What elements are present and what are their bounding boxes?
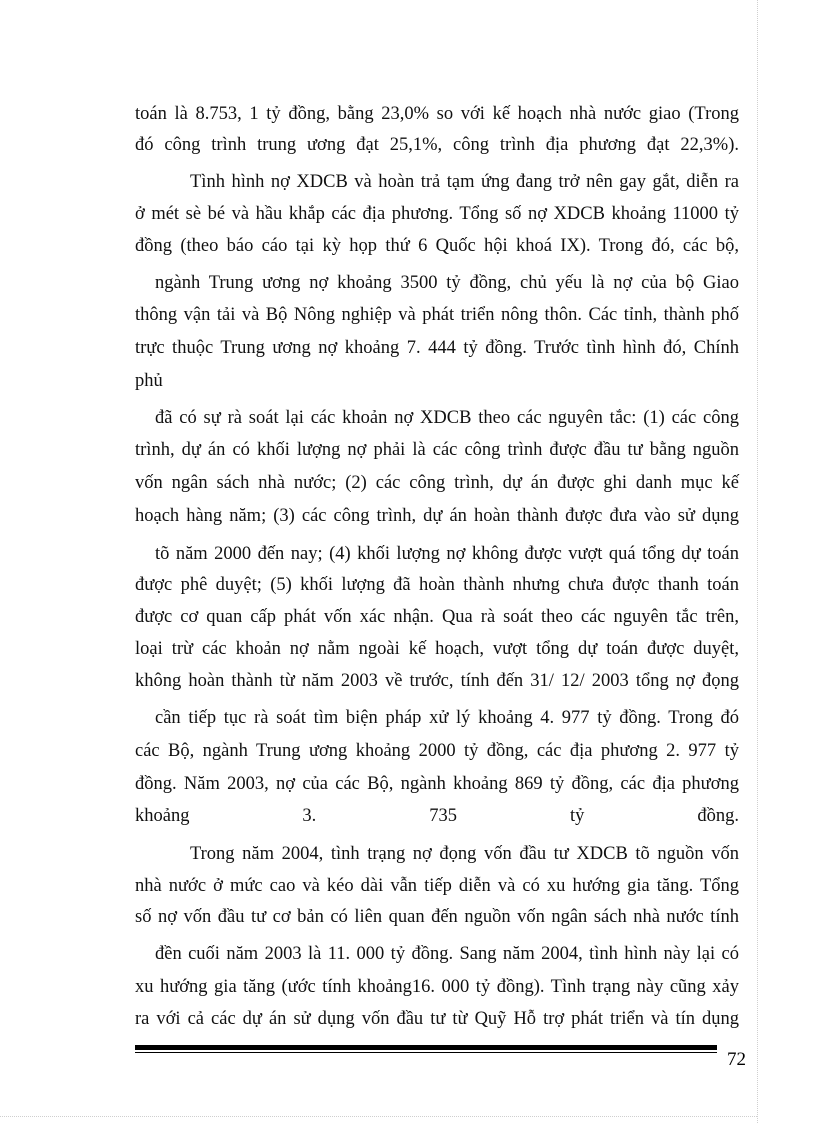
text-line: phủ bbox=[135, 371, 163, 391]
text-line: đền cuối năm 2003 là 11. 000 tỷ đồng. Sang năm 2004, tình hình này lại có bbox=[155, 944, 739, 964]
text-line: Trong năm 2004, tình trạng nợ đọng vốn đầu tư XDCB tõ nguồn vốn bbox=[190, 844, 739, 864]
text-line: khoảng 3. 735 tỷ đồng. bbox=[135, 806, 739, 826]
text-line: số nợ vốn đầu tư cơ bản có liên quan đến nguồn vốn ngân sách nhà nước tính bbox=[135, 907, 739, 927]
text-line: trực thuộc Trung ương nợ khoảng 7. 444 tỷ đồng. Trước tình hình đó, Chính bbox=[135, 338, 739, 358]
footer-rule-thick bbox=[135, 1045, 717, 1050]
text-line: đó công trình trung ương đạt 25,1%, công trình địa phương đạt 22,3%). bbox=[135, 135, 739, 155]
text-line: cần tiếp tục rà soát tìm biện pháp xử lý khoảng 4. 977 tỷ đồng. Trong đó bbox=[155, 708, 739, 728]
page-border-right bbox=[757, 0, 758, 1123]
text-line: được phê duyệt; (5) khối lượng đã hoàn thành nhưng chưa được thanh toán bbox=[135, 575, 739, 595]
text-line: vốn ngân sách nhà nước; (2) các công trình, dự án được ghi danh mục kế bbox=[135, 473, 739, 493]
text-line: đồng. Năm 2003, nợ của các Bộ, ngành khoảng 869 tỷ đồng, các địa phương bbox=[135, 774, 739, 794]
text-line: loại trừ các khoản nợ nằm ngoài kế hoạch, vượt tổng dự toán được duyệt, bbox=[135, 639, 739, 659]
text-line: trình, dự án có khối lượng nợ phải là các công trình được đầu tư bằng nguồn bbox=[135, 440, 739, 460]
text-line: ra với cả các dự án sử dụng vốn đầu tư từ Quỹ Hỗ trợ phát triển và tín dụng bbox=[135, 1009, 739, 1029]
text-line: toán là 8.753, 1 tỷ đồng, bằng 23,0% so với kế hoạch nhà nước giao (Trong bbox=[135, 104, 739, 124]
text-line: nhà nước ở mức cao và kéo dài vẫn tiếp diễn và có xu hướng gia tăng. Tổng bbox=[135, 876, 739, 896]
text-line: thông vận tải và Bộ Nông nghiệp và phát triển nông thôn. Các tỉnh, thành phố bbox=[135, 305, 739, 325]
text-line: được cơ quan cấp phát vốn xác nhận. Qua rà soát theo các nguyên tắc trên, bbox=[135, 607, 739, 627]
text-line: không hoàn thành từ năm 2003 về trước, tính đến 31/ 12/ 2003 tổng nợ đọng bbox=[135, 671, 739, 691]
page-number: 72 bbox=[727, 1049, 746, 1070]
text-line: tõ năm 2000 đến nay; (4) khối lượng nợ không được vượt quá tổng dự toán bbox=[155, 544, 739, 564]
text-line: ngành Trung ương nợ khoảng 3500 tỷ đồng, chủ yếu là nợ của bộ Giao bbox=[155, 273, 739, 293]
text-line: các Bộ, ngành Trung ương khoảng 2000 tỷ đồng, các địa phương 2. 977 tỷ bbox=[135, 741, 739, 761]
text-line: đồng (theo báo cáo tại kỳ họp thứ 6 Quốc hội khoá IX). Trong đó, các bộ, bbox=[135, 236, 739, 256]
text-line: xu hướng gia tăng (ước tính khoảng16. 000 tỷ đồng). Tình trạng này cũng xảy bbox=[135, 977, 739, 997]
text-line: hoạch hàng năm; (3) các công trình, dự án hoàn thành được đưa vào sử dụng bbox=[135, 506, 739, 526]
page-border-bottom bbox=[0, 1116, 757, 1117]
text-line: đã có sự rà soát lại các khoản nợ XDCB theo các nguyên tắc: (1) các công bbox=[155, 408, 739, 428]
text-line: Tình hình nợ XDCB và hoàn trả tạm ứng đang trở nên gay gắt, diễn ra bbox=[190, 172, 739, 192]
footer-rule-thin bbox=[135, 1052, 717, 1053]
text-line: ở mét sè bé và hầu khắp các địa phương. Tổng số nợ XDCB khoảng 11000 tỷ bbox=[135, 204, 739, 224]
